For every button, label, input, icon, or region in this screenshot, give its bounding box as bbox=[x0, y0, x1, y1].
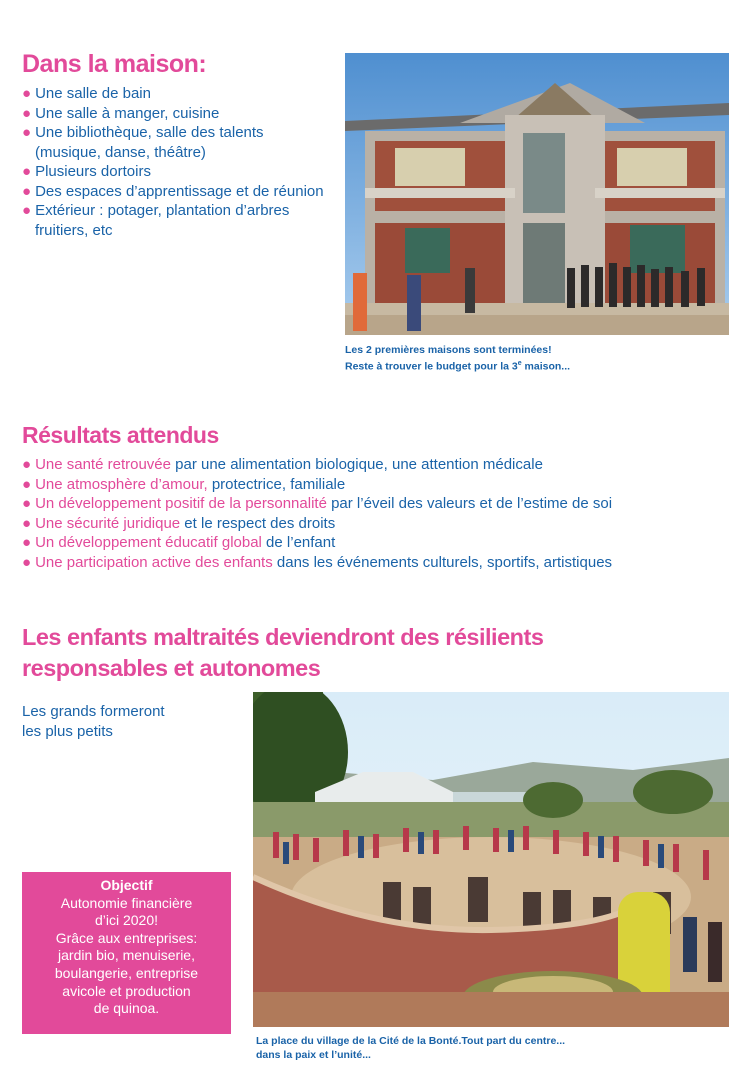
section-title-resilience: Les enfants maltraités deviendront des résilients responsables et autonomes bbox=[22, 624, 544, 681]
list-item: ● Plusieurs dortoirs bbox=[22, 163, 151, 180]
section-title-house: Dans la maison: bbox=[22, 50, 207, 78]
list-item: ● Une bibliothèque, salle des talents bbox=[22, 124, 264, 141]
house-photo bbox=[345, 53, 729, 335]
list-item: ● Une salle de bain bbox=[22, 85, 151, 102]
list-item: ● Un développement éducatif global de l’enfant bbox=[22, 534, 336, 551]
list-item: ● Des espaces d’apprentissage et de réunion bbox=[22, 182, 324, 200]
objective-line: jardin bio, menuiserie, bbox=[58, 947, 195, 964]
intro-text: Les grands formeront les plus petits bbox=[22, 703, 165, 740]
objective-title: Objectif bbox=[100, 877, 153, 893]
village-photo-caption: La place du village de la Cité de la Bonté.Tout part du centre... dans la paix et l’unité... bbox=[256, 1035, 566, 1061]
list-item: ● Une santé retrouvée par une alimentation biologique, une attention médicale bbox=[22, 456, 543, 473]
village-photo bbox=[253, 692, 729, 1027]
list-item: ● Un développement positif de la personnalité par l’éveil des valeurs et de l’estime de soi bbox=[22, 495, 613, 512]
list-item: ● Une participation active des enfants dans les événements culturels, sportifs, artistiques bbox=[22, 553, 613, 571]
objective-line: Autonomie financière bbox=[60, 894, 193, 911]
house-features-list bbox=[22, 84, 324, 240]
objective-line: Grâce aux entreprises: bbox=[55, 929, 198, 946]
house-photo-caption: Les 2 premières maisons sont terminées! Reste à trouver le budget pour la 3e maison... bbox=[345, 344, 571, 373]
section-title-results: Résultats attendus bbox=[22, 422, 219, 448]
list-item: ● Une sécurité juridique et le respect des droits bbox=[22, 514, 336, 532]
objective-line: de quinoa. bbox=[93, 1000, 160, 1017]
objective-line: d’ici 2020! bbox=[94, 912, 159, 929]
list-item: ● Extérieur : potager, plantation d’arbres bbox=[22, 202, 290, 219]
list-item-continuation: (musique, danse, théâtre) bbox=[35, 143, 206, 161]
objective-line: avicole et production bbox=[62, 982, 191, 999]
list-item: ● Une atmosphère d’amour, protectrice, familiale bbox=[22, 475, 346, 493]
list-item: ● Une salle à manger, cuisine bbox=[22, 104, 220, 122]
objective-line: boulangerie, entreprise bbox=[54, 964, 199, 981]
results-list bbox=[22, 455, 612, 572]
list-item-continuation: fruitiers, etc bbox=[35, 221, 113, 239]
objective-box bbox=[22, 872, 231, 1034]
